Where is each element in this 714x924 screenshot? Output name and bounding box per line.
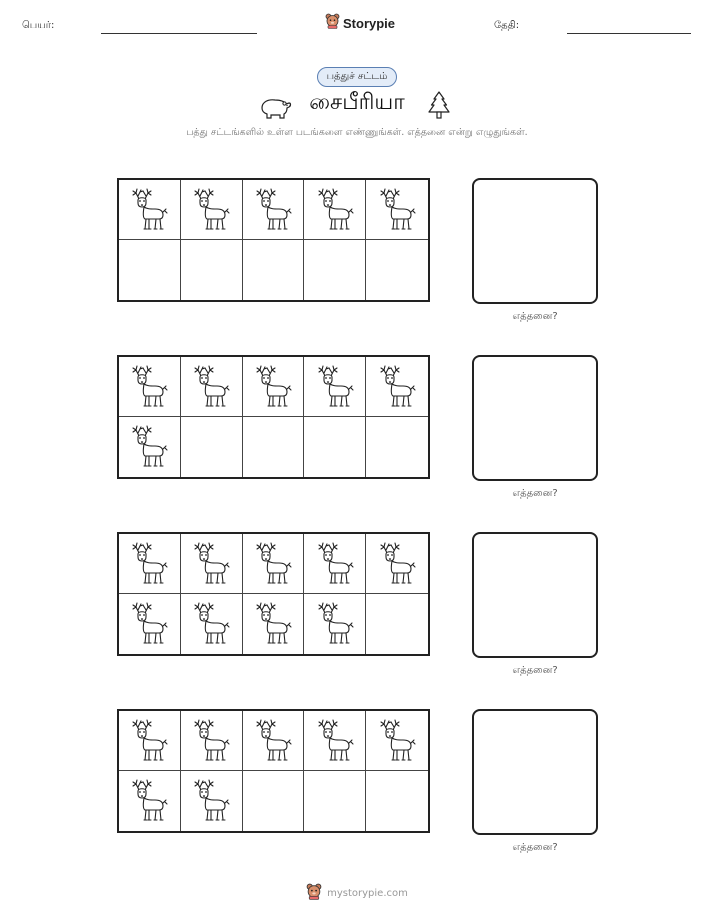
reindeer-icon xyxy=(253,718,293,764)
ten-frame-cell xyxy=(181,357,243,417)
ten-frame-cell xyxy=(119,711,181,771)
ten-frame-cell xyxy=(181,771,243,831)
ten-frame-cell xyxy=(366,711,428,771)
ten-frame-cell xyxy=(366,594,428,654)
ten-frame-cell xyxy=(304,417,366,477)
ten-frame-cell xyxy=(181,711,243,771)
ten-frame-cell xyxy=(119,180,181,240)
pine-tree-icon xyxy=(427,91,451,125)
ten-frame-cell xyxy=(119,534,181,594)
ten-frame-cell xyxy=(304,534,366,594)
ten-frame-cell xyxy=(181,417,243,477)
answer-box[interactable] xyxy=(472,178,598,304)
reindeer-icon xyxy=(129,541,169,587)
ten-frame-cell xyxy=(243,417,305,477)
bear-mascot-icon xyxy=(325,13,340,33)
ten-frame-cell xyxy=(366,534,428,594)
reindeer-icon xyxy=(315,601,355,647)
reindeer-icon xyxy=(315,187,355,233)
answer-box[interactable] xyxy=(472,709,598,835)
answer-box[interactable] xyxy=(472,355,598,481)
ten-frame-cell xyxy=(243,180,305,240)
ten-frame xyxy=(117,709,430,833)
date-label: தேதி: xyxy=(494,20,520,31)
count-prompt: எத்தனை? xyxy=(512,311,558,322)
ten-frame-cell xyxy=(181,594,243,654)
ten-frame xyxy=(117,355,430,479)
footer xyxy=(0,883,714,903)
name-label: பெயர்: xyxy=(22,20,55,31)
reindeer-icon xyxy=(253,541,293,587)
ten-frame-cell xyxy=(181,180,243,240)
reindeer-icon xyxy=(129,601,169,647)
ten-frame-cell xyxy=(243,240,305,300)
ten-frame-cell xyxy=(304,594,366,654)
ten-frame-cell xyxy=(304,711,366,771)
ten-frame-cell xyxy=(119,240,181,300)
ten-frame-cell xyxy=(119,417,181,477)
ten-frame-cell xyxy=(304,771,366,831)
reindeer-icon xyxy=(129,364,169,410)
count-prompt: எத்தனை? xyxy=(512,488,558,499)
reindeer-icon xyxy=(315,718,355,764)
ten-frame-cell xyxy=(243,771,305,831)
bear-mascot-icon xyxy=(306,883,322,903)
date-line[interactable] xyxy=(567,33,691,34)
ten-frame-cell xyxy=(366,771,428,831)
instructions: பத்து சட்டங்களில் உள்ள படங்களை எண்ணுங்கள். எத்தனை என்று எழுதுங்கள். xyxy=(186,127,528,138)
reindeer-icon xyxy=(377,718,417,764)
ten-frame-cell xyxy=(119,594,181,654)
name-line[interactable] xyxy=(101,33,257,34)
reindeer-icon xyxy=(253,601,293,647)
reindeer-icon xyxy=(191,778,231,824)
ten-frame-cell xyxy=(304,357,366,417)
reindeer-icon xyxy=(377,187,417,233)
reindeer-icon xyxy=(253,364,293,410)
ten-frame-cell xyxy=(243,357,305,417)
ten-frame xyxy=(117,532,430,656)
page-title: சைபீரியா xyxy=(309,90,405,115)
answer-box[interactable] xyxy=(472,532,598,658)
footer-url: mystorypie.com xyxy=(327,887,408,899)
reindeer-icon xyxy=(129,187,169,233)
reindeer-icon xyxy=(191,364,231,410)
ten-frame-cell xyxy=(119,771,181,831)
ten-frame-cell xyxy=(181,534,243,594)
reindeer-icon xyxy=(191,718,231,764)
reindeer-icon xyxy=(129,424,169,470)
ten-frame-cell xyxy=(243,594,305,654)
ten-frame-cell xyxy=(366,240,428,300)
worksheet-type-badge: பத்துச் சட்டம் xyxy=(317,67,398,87)
ten-frame xyxy=(117,178,430,302)
count-prompt: எத்தனை? xyxy=(512,665,558,676)
reindeer-icon xyxy=(191,601,231,647)
ten-frame-cell xyxy=(366,180,428,240)
reindeer-icon xyxy=(315,541,355,587)
reindeer-icon xyxy=(129,778,169,824)
reindeer-icon xyxy=(129,718,169,764)
ten-frame-cell xyxy=(304,180,366,240)
reindeer-icon xyxy=(191,541,231,587)
ten-frame-cell xyxy=(181,240,243,300)
ten-frame-cell xyxy=(119,357,181,417)
count-prompt: எத்தனை? xyxy=(512,842,558,853)
ten-frame-cell xyxy=(366,417,428,477)
brand-logo xyxy=(325,13,395,33)
ten-frame-cell xyxy=(243,534,305,594)
ten-frame-cell xyxy=(304,240,366,300)
brand-name: Storypie xyxy=(343,15,396,31)
reindeer-icon xyxy=(377,364,417,410)
reindeer-icon xyxy=(191,187,231,233)
ten-frame-cell xyxy=(243,711,305,771)
ten-frame-cell xyxy=(366,357,428,417)
reindeer-icon xyxy=(377,541,417,587)
reindeer-icon xyxy=(253,187,293,233)
reindeer-icon xyxy=(315,364,355,410)
